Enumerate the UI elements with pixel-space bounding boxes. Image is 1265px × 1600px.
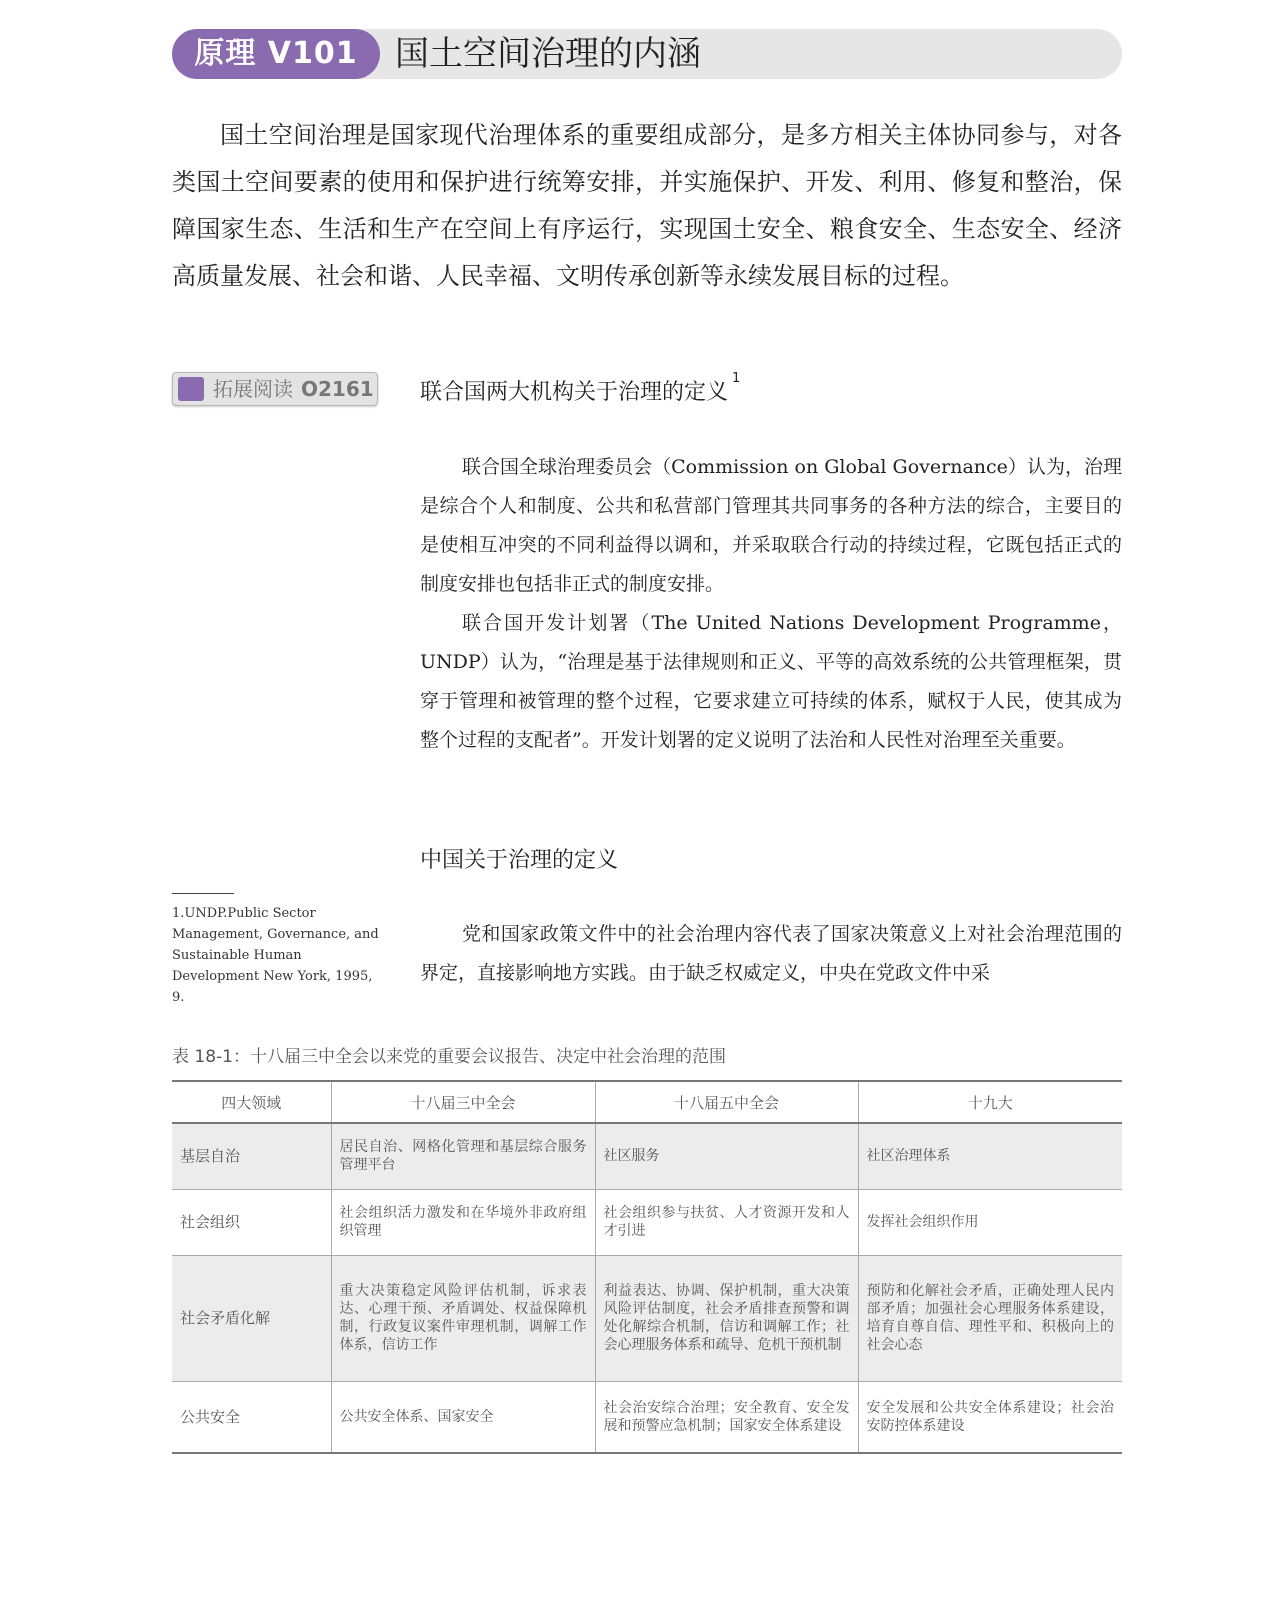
paragraph-cgg: 联合国全球治理委员会（Commission on Global Governance）认为，治理是综合个人和制度、公共和私营部门管理其共同事务的各种方法的综合，主要目的是使相互冲突的不同利益得以调和，并采取联合行动的持续过程，它既包括正式的制度安排也包括非正式的制度安排。 [420,456,1122,595]
table-cell: 公共安全 [172,1381,331,1453]
table-cell: 利益表达、协调、保护机制，重大决策风险评估制度，社会矛盾排查预警和调处化解综合机制，信访和调解工作；社会心理服务体系和疏导、危机干预机制 [595,1255,858,1381]
reading-tag-code: O2161 [301,377,374,401]
table-row [172,1381,1122,1453]
column-header: 十八届三中全会 [331,1081,595,1123]
section-heading-un-text: 联合国两大机构关于治理的定义 [420,380,729,405]
table-row [172,1189,1122,1255]
table-cell: 社会组织活力激发和在华境外非政府组织管理 [331,1189,595,1255]
paragraph-china: 党和国家政策文件中的社会治理内容代表了国家决策意义上对社会治理范围的界定，直接影响地方实践。由于缺乏权威定义，中央在党政文件中采 [420,923,1122,984]
footnote-divider [172,893,234,894]
table-cell: 基层自治 [172,1123,331,1189]
table-cell: 发挥社会组织作用 [858,1189,1122,1255]
section-badge: 原理 V101 [172,29,380,79]
section-heading-un [420,371,741,406]
tag-square-icon [178,377,204,401]
column-header: 十八届五中全会 [595,1081,858,1123]
footnote: 1.UNDP.Public Sector Management, Governance, and Sustainable Human Development New York, 1995, 9. [172,906,379,1005]
table-caption: 表 18-1：十八届三中全会以来党的重要会议报告、决定中社会治理的范围 [172,1047,726,1067]
table-cell: 社会治安综合治理；安全教育、安全发展和预警应急机制；国家安全体系建设 [595,1381,858,1453]
reading-tag-text [213,373,374,405]
table-cell: 居民自治、网格化管理和基层综合服务管理平台 [331,1123,595,1189]
table-cell: 社会组织 [172,1189,331,1255]
table-row [172,1255,1122,1381]
governance-scope-table [172,1080,1122,1454]
column-header: 十九大 [858,1081,1122,1123]
section-heading-china: 中国关于治理的定义 [420,848,619,873]
table-row [172,1123,1122,1189]
intro-paragraph: 国土空间治理是国家现代治理体系的重要组成部分，是多方相关主体协同参与，对各类国土空间要素的使用和保护进行统筹安排，并实施保护、开发、利用、修复和整治，保障国家生态、生活和生产在空间上有序运行，实现国土安全、粮食安全、生态安全、经济高质量发展、社会和谐、人民幸福、文明传承创新等永续发展目标的过程。 [172,121,1122,290]
table-cell: 社区服务 [595,1123,858,1189]
paragraph-undp: 联合国开发计划署（The United Nations Development Programme，UNDP）认为，“治理是基于法律规则和正义、平等的高效系统的公共管理框架，贯穿于管理和被管理的整个过程，它要求建立可持续的体系，赋权于人民，使其成为整个过程的支配者”。开发计划署的定义说明了法治和人民性对治理至关重要。 [420,612,1122,751]
extended-reading-tag [172,372,378,406]
table-cell: 重大决策稳定风险评估机制，诉求表达、心理干预、矛盾调处、权益保障机制，行政复议案件审理机制，调解工作体系，信访工作 [331,1255,595,1381]
table-cell: 安全发展和公共安全体系建设；社会治安防控体系建设 [858,1381,1122,1453]
table-cell: 公共安全体系、国家安全 [331,1381,595,1453]
footnote-reference: 1 [732,371,741,386]
table-cell: 预防和化解社会矛盾，正确处理人民内部矛盾；加强社会心理服务体系建设，培育自尊自信、理性平和、积极向上的社会心态 [858,1255,1122,1381]
table-cell: 社会组织参与扶贫、人才资源开发和人才引进 [595,1189,858,1255]
table-cell: 社会矛盾化解 [172,1255,331,1381]
reading-tag-label: 拓展阅读 [213,377,293,401]
page-title: 国土空间治理的内涵 [395,34,701,74]
column-header: 四大领域 [172,1081,331,1123]
table-cell: 社区治理体系 [858,1123,1122,1189]
table-header-row [172,1081,1122,1123]
